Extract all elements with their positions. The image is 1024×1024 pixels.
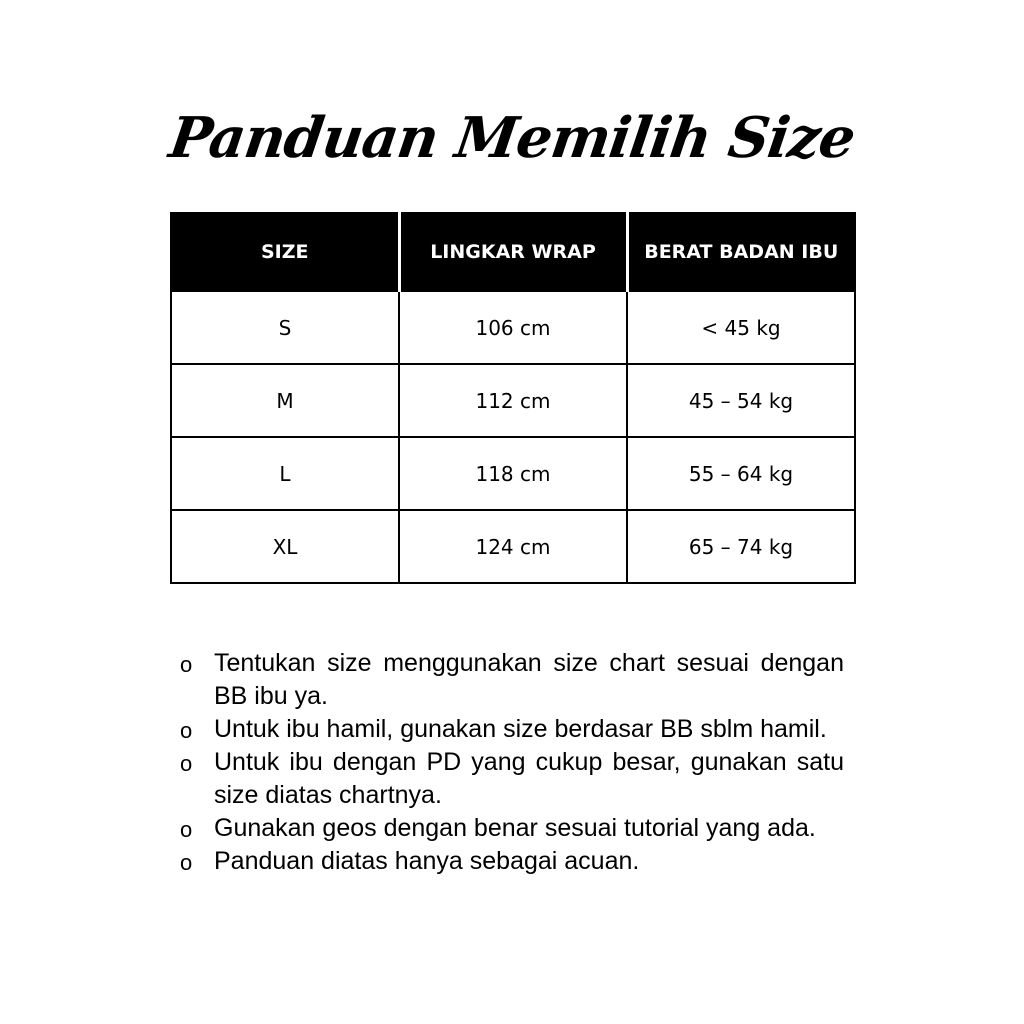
note-text: Untuk ibu hamil, gunakan size berdasar BB sblm hamil. xyxy=(214,715,827,743)
note-text: Untuk ibu dengan PD yang cukup besar, gunakan satu size diatas chartnya. xyxy=(214,748,844,809)
circle-bullet-icon: o xyxy=(180,751,193,776)
cell-size: M xyxy=(171,364,399,437)
notes-list xyxy=(180,647,844,878)
cell-berat-badan: < 45 kg xyxy=(627,291,855,364)
header-berat-badan-ibu: BERAT BADAN IBU xyxy=(627,213,855,291)
cell-berat-badan: 65 – 74 kg xyxy=(627,510,855,583)
table-row xyxy=(171,437,855,510)
list-item xyxy=(180,845,844,878)
list-item xyxy=(180,647,844,713)
list-item xyxy=(180,746,844,812)
circle-bullet-icon: o xyxy=(180,652,193,677)
cell-size: XL xyxy=(171,510,399,583)
table-row xyxy=(171,291,855,364)
table-header-row xyxy=(171,213,855,291)
list-item xyxy=(180,713,844,746)
size-chart-table xyxy=(170,212,856,584)
note-text: Gunakan geos dengan benar sesuai tutorial yang ada. xyxy=(214,814,816,842)
circle-bullet-icon: o xyxy=(180,718,193,743)
cell-size: S xyxy=(171,291,399,364)
cell-lingkar-wrap: 106 cm xyxy=(399,291,627,364)
circle-bullet-icon: o xyxy=(180,817,193,842)
list-item xyxy=(180,812,844,845)
page-title: Panduan Memilih Size xyxy=(165,105,859,171)
header-lingkar-wrap: LINGKAR WRAP xyxy=(399,213,627,291)
circle-bullet-icon: o xyxy=(180,850,193,875)
header-size: SIZE xyxy=(171,213,399,291)
note-text: Tentukan size menggunakan size chart sesuai dengan BB ibu ya. xyxy=(214,649,844,710)
table-row xyxy=(171,510,855,583)
table-row xyxy=(171,364,855,437)
cell-lingkar-wrap: 118 cm xyxy=(399,437,627,510)
cell-berat-badan: 45 – 54 kg xyxy=(627,364,855,437)
cell-size: L xyxy=(171,437,399,510)
cell-lingkar-wrap: 112 cm xyxy=(399,364,627,437)
cell-lingkar-wrap: 124 cm xyxy=(399,510,627,583)
cell-berat-badan: 55 – 64 kg xyxy=(627,437,855,510)
note-text: Panduan diatas hanya sebagai acuan. xyxy=(214,847,640,875)
